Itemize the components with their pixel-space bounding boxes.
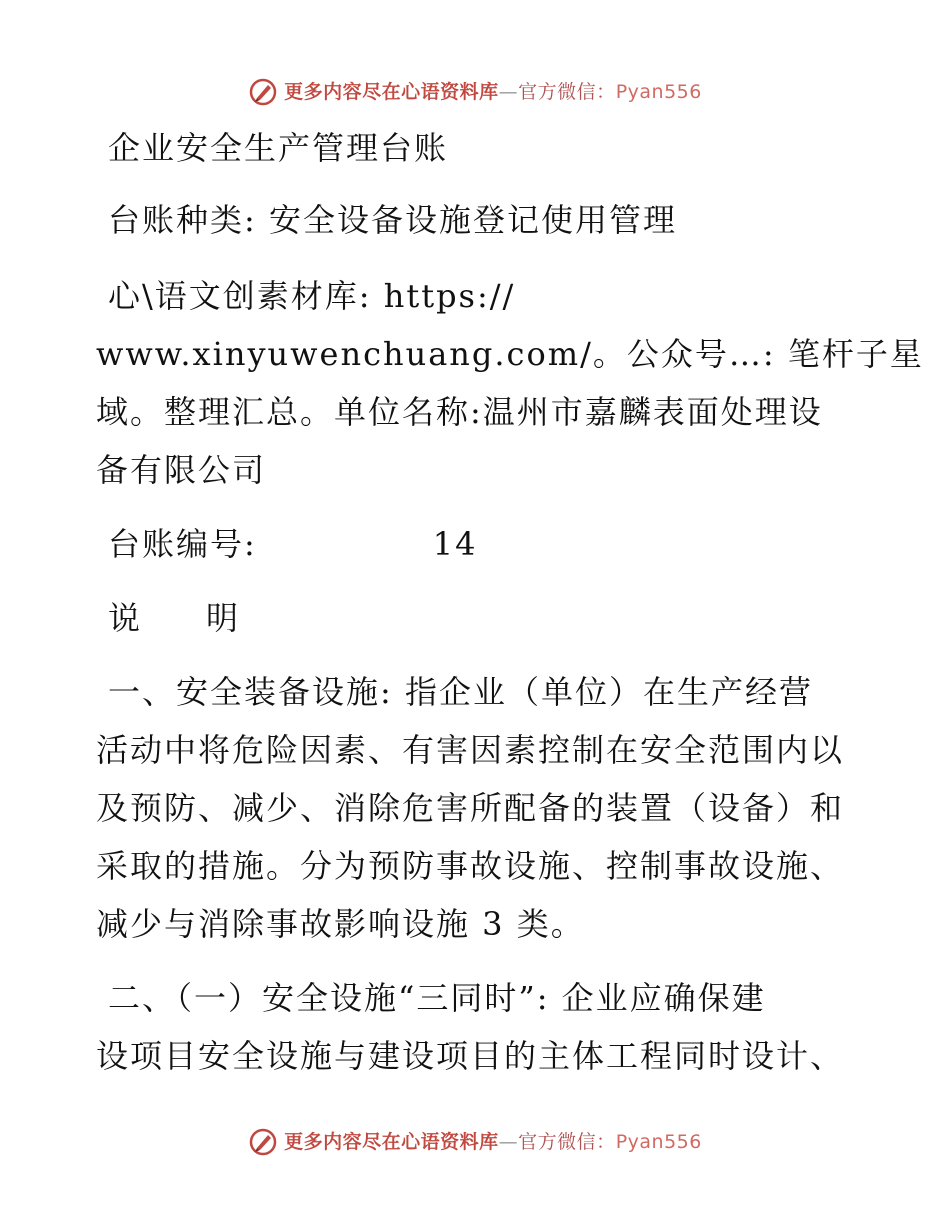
- section1-line: 减少与消除事故影响设施 3 类。: [96, 905, 585, 943]
- section1-line: 活动中将危险因素、有害因素控制在安全范围内以: [96, 731, 845, 769]
- watermark-text: [284, 1127, 702, 1154]
- section2-line: 设项目安全设施与建设项目的主体工程同时设计、: [96, 1037, 845, 1075]
- watermark-brand: 更多内容尽在心语资料库: [284, 80, 499, 103]
- watermark-dash: —: [498, 80, 519, 103]
- watermark-id: Pyan556: [615, 80, 702, 103]
- watermark-text: [284, 77, 702, 104]
- explanation-char-2: 明: [206, 599, 241, 637]
- source-line-2: www.xinyuwenchuang.com/。公众号…: 笔杆子星: [96, 335, 924, 373]
- explanation-heading: [108, 598, 240, 638]
- category-line: 台账种类: 安全设备设施登记使用管理: [108, 201, 677, 239]
- ledger-number-value: 14: [432, 525, 478, 563]
- watermark-brand: 更多内容尽在心语资料库: [284, 1130, 499, 1153]
- watermark-banner-top: [0, 70, 950, 110]
- source-line-4: 备有限公司: [96, 451, 267, 489]
- source-line-1: 心\语文创素材库: https://: [108, 277, 516, 315]
- ledger-number-row: [108, 524, 478, 564]
- source-line-3: 域。整理汇总。单位名称:温州市嘉麟表面处理设: [96, 393, 823, 431]
- watermark-label: 官方微信：: [518, 1130, 616, 1153]
- document-title: 企业安全生产管理台账: [108, 129, 449, 167]
- watermark-banner-bottom: [0, 1120, 950, 1160]
- pen-seal-icon: [248, 1127, 278, 1157]
- watermark-id: Pyan556: [615, 1130, 702, 1153]
- section2-line: 二、（一）安全设施“三同时”: 企业应确保建: [108, 979, 766, 1017]
- watermark-dash: —: [498, 1130, 519, 1153]
- pen-seal-icon: [248, 77, 278, 107]
- ledger-number-label: 台账编号:: [108, 525, 257, 563]
- watermark-label: 官方微信：: [518, 80, 616, 103]
- section1-line: 采取的措施。分为预防事故设施、控制事故设施、: [96, 847, 845, 885]
- section1-line: 一、安全装备设施: 指企业（单位）在生产经营: [108, 673, 813, 711]
- section1-line: 及预防、减少、消除危害所配备的装置（设备）和: [96, 789, 845, 827]
- explanation-char-1: 说: [108, 599, 143, 637]
